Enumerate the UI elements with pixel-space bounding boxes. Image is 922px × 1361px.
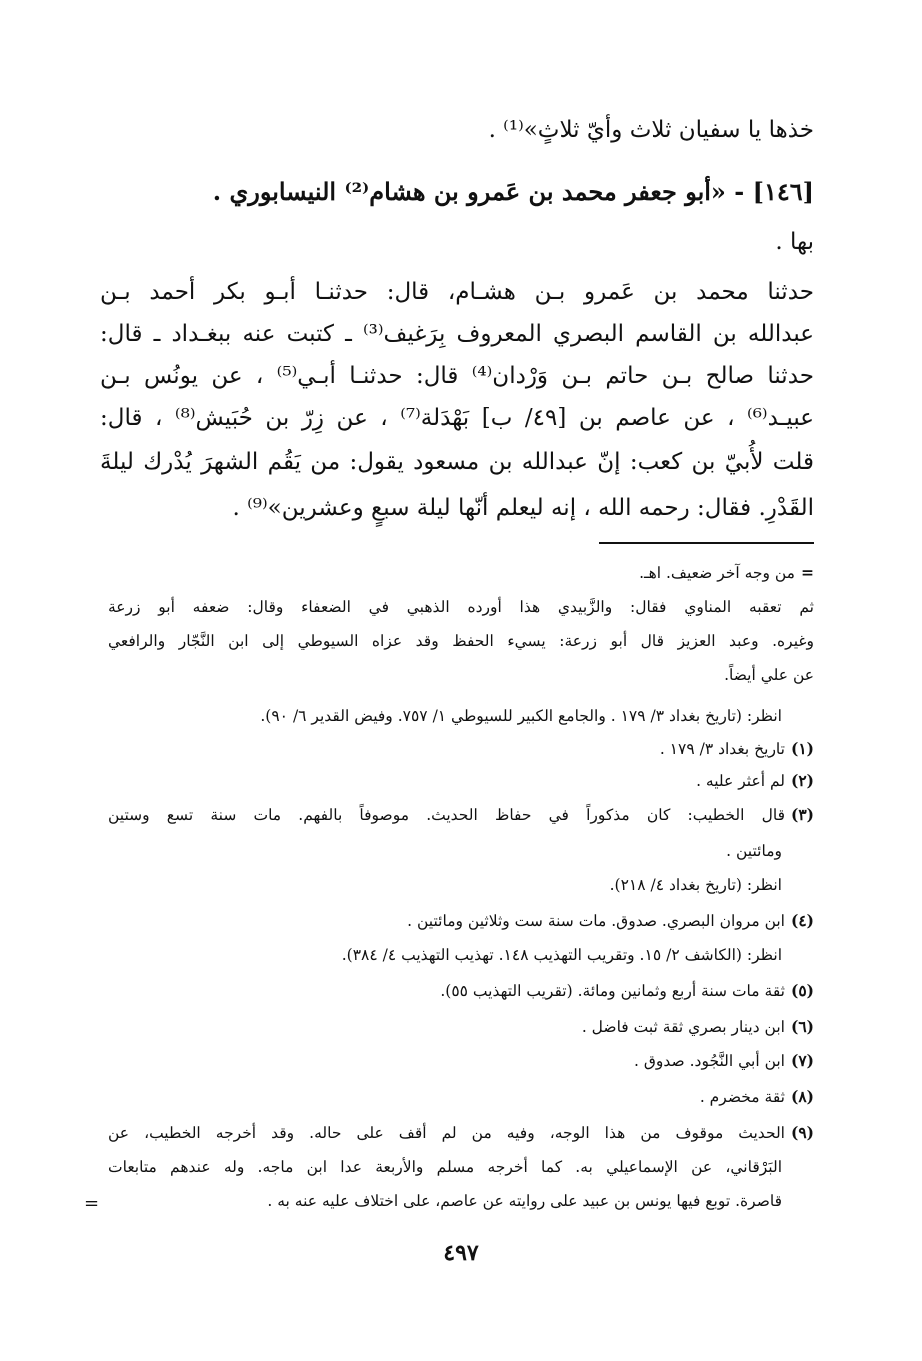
- footnote-continuation-line: انظر: (تاريخ بغداد ٣/ ١٧٩ . والجامع الكبير للسيوطي ١/ ٧٥٧. وفيض القدير ٦/ ٩٠).: [260, 707, 782, 725]
- footnote-6: [108, 1016, 814, 1038]
- entry-heading: [١٤٦] - «أبو جعفر محمد بن عَمرو بن هشام⁽²⁾ النيسابوري .: [212, 177, 814, 206]
- footnote-text: لم أعثر عليه .: [696, 772, 785, 790]
- footnote-4: [108, 910, 814, 932]
- main-text-line: حدثنا محمد بن عَمرو بـن هشـام، قال: حدثنـا أبـو بكر أحمد بـن: [100, 279, 814, 305]
- footnote-text: ثقة مخضرم .: [699, 1088, 785, 1106]
- footnote-text: من وجه آخر ضعيف. اهـ.: [639, 564, 795, 582]
- footnote-1: [108, 738, 814, 760]
- footnote-9-line: البَرْقاني، عن الإسماعيلي به. كما أخرجه مسلم والأربعة عدا ابن ماجه. وله عندهم متابعات: [108, 1158, 782, 1176]
- footnote-3-line: ومائتين .: [726, 842, 782, 860]
- footnote-3-line: انظر: (تاريخ بغداد ٤/ ٢١٨).: [609, 876, 782, 894]
- footnote-text: ثقة مات سنة أربع وثمانين ومائة. (تقريب التهذيب ٥٥).: [440, 982, 785, 1000]
- footnote-text: ابن أبي النَّجُود. صدوق .: [634, 1052, 785, 1070]
- footnote-continuation-line: وغيره. وعبد العزيز قال أبو زرعة: يسيء الحفظ وقد عزاه السيوطي إلى ابن النَّجّار والرافعي: [108, 632, 814, 650]
- main-text-line: خذها يا سفيان ثلاث وأيّ ثلاثٍ»⁽¹⁾ .: [488, 117, 814, 143]
- footnote-number: (٨): [790, 1087, 814, 1106]
- footnote-8: [108, 1086, 814, 1108]
- footnote-7: [108, 1050, 814, 1072]
- footnote-number: (٦): [790, 1017, 814, 1036]
- footnote-text: قال الخطيب: كان مذكوراً في حفاظ الحديث. موصوفاً بالفهم. مات سنة تسع وستين: [108, 806, 785, 824]
- main-text-line: قلت لأُبيّ بن كعب: إنّ عبدالله بن مسعود يقول: من يَقُم الشهرَ يُدْرك ليلةَ: [100, 449, 814, 475]
- footnote-number: (٣): [790, 805, 814, 824]
- continuation-mark: =: [801, 563, 814, 582]
- footnote-number: (٢): [790, 771, 814, 790]
- footnote-continuation-line: عن علي أيضاً.: [724, 666, 814, 684]
- footnote-9: [108, 1122, 814, 1144]
- footnote-text: تاريخ بغداد ٣/ ١٧٩ .: [659, 740, 785, 758]
- footnote-separator: [599, 542, 814, 544]
- main-text-line: عبدالله بن القاسم البصري المعروف بِرَغيف⁽³⁾ ـ كتبت عنه ببغـداد ـ قال:: [100, 321, 815, 347]
- footnote-continuation-line: [108, 562, 814, 584]
- continuation-margin-mark: =: [84, 1193, 100, 1214]
- footnote-3: [108, 804, 814, 826]
- footnote-number: (٧): [790, 1051, 814, 1070]
- footnote-text: الحديث موقوف من هذا الوجه، وفيه من لم أقف على حاله. وقد أخرجه الخطيب، عن: [108, 1124, 785, 1142]
- footnote-4-line: انظر: (الكاشف ٢/ ١٥. وتقريب التهذيب ١٤٨. تهذيب التهذيب ٤/ ٣٨٤).: [341, 946, 782, 964]
- footnote-number: (١): [790, 739, 814, 758]
- main-text-line: عبيـد⁽⁶⁾ ، عن عاصم بن [٤٩/ ب] بَهْدَلة⁽⁷⁾ ، عن زِرّ بن حُبَيش⁽⁸⁾ ، قال:: [100, 405, 814, 431]
- footnote-continuation-line: ثم تعقبه المناوي فقال: والزَّبيدي هذا أورده الذهبي في الضعفاء وقال: ضعفه أبو زرعة: [108, 598, 814, 616]
- footnote-9-line: قاصرة. توبع فيها يونس بن عبيد على روايته عن عاصم، على اختلاف عليه عنه به .: [267, 1192, 782, 1210]
- footnote-text: ابن مروان البصري. صدوق. مات سنة ست وثلاثين ومائتين .: [407, 912, 785, 930]
- footnote-5: [108, 980, 814, 1002]
- main-text-line: بها .: [775, 229, 814, 255]
- footnote-text: ابن دينار بصري ثقة ثبت فاضل .: [581, 1018, 785, 1036]
- footnote-number: (٥): [790, 981, 814, 1000]
- footnote-number: (٩): [790, 1123, 814, 1142]
- footnote-2: [108, 770, 814, 792]
- page-number: ٤٩٧: [443, 1240, 479, 1266]
- main-text-line: حدثنا صالح بـن حاتم بـن وَرْدان⁽⁴⁾ قال: حدثنـا أبـي⁽⁵⁾ ، عن يونُس بـن: [100, 363, 814, 389]
- footnote-number: (٤): [790, 911, 814, 930]
- main-text-line: القَدْرِ. فقال: رحمه الله ، إنه ليعلم أنّها ليلة سبعٍ وعشرين»⁽⁹⁾ .: [232, 495, 814, 521]
